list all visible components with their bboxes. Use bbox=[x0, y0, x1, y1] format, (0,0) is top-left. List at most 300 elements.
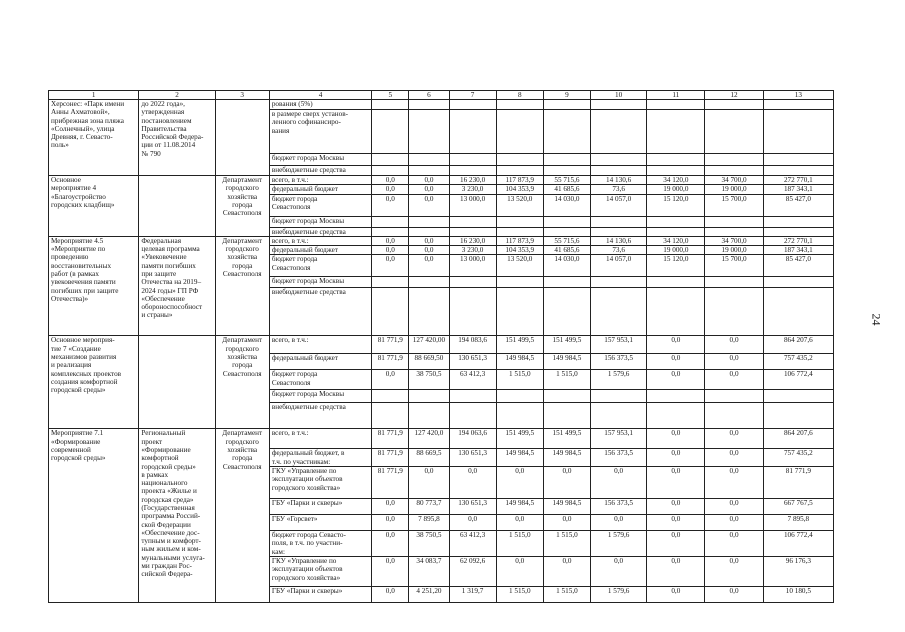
value-cell: 156 373,5 bbox=[591, 354, 647, 370]
funding-source: внебюджетные средства bbox=[269, 403, 371, 429]
value-cell: 34 700,0 bbox=[705, 236, 763, 245]
value-cell bbox=[705, 390, 763, 403]
value-cell: 0,0 bbox=[647, 498, 705, 514]
value-cell: 0,0 bbox=[647, 530, 705, 556]
funding-source: ГБУ «Горсвет» bbox=[269, 514, 371, 530]
funding-source: федеральный бюджет bbox=[269, 246, 371, 255]
value-cell: 0,0 bbox=[372, 236, 409, 245]
program-name: Региональный проект «Формирование комфортной городской среды» в рамках национального проекта «Жилье и городская среда» (Государственная программа Россий- ской Федерации «Обеспечение дос- тупным и комфорт- ным жильем и ком- мунальными услуга- ми граждан Рос- сийской Федера- bbox=[139, 429, 215, 603]
value-cell bbox=[496, 100, 543, 110]
value-cell: 151 499,5 bbox=[543, 429, 590, 449]
value-cell: 0,0 bbox=[647, 336, 705, 354]
program-name bbox=[139, 176, 215, 237]
funding-source: федеральный бюджет, в т.ч. по участникам: bbox=[269, 449, 371, 467]
value-cell bbox=[449, 216, 496, 227]
column-number-row bbox=[49, 91, 834, 100]
value-cell: 16 230,0 bbox=[449, 176, 496, 185]
value-cell bbox=[449, 227, 496, 236]
column-number: 4 bbox=[269, 91, 371, 100]
measure-name: Мероприятие 7.1 «Формирование современной городской среды» bbox=[49, 429, 139, 603]
value-cell bbox=[763, 154, 833, 166]
value-cell: 15 700,0 bbox=[705, 255, 763, 277]
value-cell: 13 000,0 bbox=[449, 255, 496, 277]
value-cell: 0,0 bbox=[543, 466, 590, 498]
value-cell: 106 772,4 bbox=[763, 370, 833, 390]
value-cell: 62 092,6 bbox=[449, 556, 496, 586]
funding-source: ГКУ «Управление по эксплуатации объектов городского хозяйства» bbox=[269, 556, 371, 586]
value-cell bbox=[647, 227, 705, 236]
value-cell: 187 343,1 bbox=[763, 246, 833, 255]
value-cell: 117 873,9 bbox=[496, 176, 543, 185]
value-cell: 0,0 bbox=[705, 498, 763, 514]
value-cell: 0,0 bbox=[409, 255, 449, 277]
table-row bbox=[49, 176, 834, 185]
value-cell: 117 873,9 bbox=[496, 236, 543, 245]
value-cell: 194 083,6 bbox=[449, 336, 496, 354]
value-cell bbox=[409, 100, 449, 110]
value-cell: 1 515,0 bbox=[543, 530, 590, 556]
value-cell: 85 427,0 bbox=[763, 194, 833, 216]
value-cell: 0,0 bbox=[372, 586, 409, 602]
value-cell bbox=[705, 227, 763, 236]
measure-name: Основное мероприя- тие 7 «Создание механизмов развития и реализация комплексных проектов создания комфортной городской среды» bbox=[49, 336, 139, 429]
value-cell bbox=[496, 227, 543, 236]
value-cell: 0,0 bbox=[372, 255, 409, 277]
value-cell: 106 772,4 bbox=[763, 530, 833, 556]
value-cell bbox=[647, 277, 705, 288]
value-cell: 34 120,0 bbox=[647, 176, 705, 185]
value-cell bbox=[449, 403, 496, 429]
value-cell: 0,0 bbox=[705, 354, 763, 370]
funding-source: бюджет города Москвы bbox=[269, 277, 371, 288]
funding-source: бюджет города Севастополя bbox=[269, 255, 371, 277]
value-cell: 0,0 bbox=[705, 370, 763, 390]
value-cell: 0,0 bbox=[372, 194, 409, 216]
value-cell: 41 685,6 bbox=[543, 246, 590, 255]
value-cell: 73,6 bbox=[591, 185, 647, 194]
value-cell bbox=[763, 227, 833, 236]
value-cell: 0,0 bbox=[647, 354, 705, 370]
executor: Департамент городского хозяйства города Севастополя bbox=[215, 236, 269, 336]
value-cell bbox=[496, 216, 543, 227]
value-cell bbox=[705, 100, 763, 110]
value-cell bbox=[449, 390, 496, 403]
table-row bbox=[49, 336, 834, 354]
value-cell: 0,0 bbox=[647, 514, 705, 530]
value-cell: 13 000,0 bbox=[449, 194, 496, 216]
value-cell bbox=[591, 216, 647, 227]
value-cell bbox=[591, 288, 647, 336]
value-cell: 0,0 bbox=[409, 246, 449, 255]
value-cell: 14 057,0 bbox=[591, 255, 647, 277]
value-cell: 0,0 bbox=[705, 556, 763, 586]
value-cell: 0,0 bbox=[496, 556, 543, 586]
value-cell: 0,0 bbox=[409, 185, 449, 194]
value-cell bbox=[647, 154, 705, 166]
value-cell bbox=[409, 216, 449, 227]
funding-source: ГБУ «Парки и скверы» bbox=[269, 498, 371, 514]
value-cell: 149 984,5 bbox=[543, 449, 590, 467]
value-cell: 0,0 bbox=[705, 336, 763, 354]
value-cell: 127 420,0 bbox=[409, 429, 449, 449]
value-cell: 4 251,20 bbox=[409, 586, 449, 602]
value-cell bbox=[763, 216, 833, 227]
value-cell: 81 771,9 bbox=[372, 429, 409, 449]
value-cell bbox=[409, 403, 449, 429]
value-cell bbox=[372, 288, 409, 336]
value-cell: 73,6 bbox=[591, 246, 647, 255]
value-cell: 156 373,5 bbox=[591, 498, 647, 514]
measure-name: Херсонес: «Парк имени Анны Ахматовой», прибрежная зона пляжа «Солнечный», улица Древняя, г. Севасто- поль» bbox=[49, 100, 139, 176]
value-cell: 0,0 bbox=[409, 176, 449, 185]
value-cell bbox=[763, 403, 833, 429]
column-number: 8 bbox=[496, 91, 543, 100]
value-cell: 130 651,3 bbox=[449, 449, 496, 467]
value-cell: 41 685,6 bbox=[543, 185, 590, 194]
value-cell: 0,0 bbox=[705, 429, 763, 449]
value-cell: 81 771,9 bbox=[372, 354, 409, 370]
value-cell bbox=[543, 166, 590, 176]
value-cell bbox=[496, 403, 543, 429]
value-cell bbox=[591, 166, 647, 176]
funding-source: ГКУ «Управление по эксплуатации объектов городского хозяйства» bbox=[269, 466, 371, 498]
value-cell bbox=[372, 154, 409, 166]
value-cell: 1 515,0 bbox=[496, 530, 543, 556]
funding-source: всего, в т.ч.: bbox=[269, 429, 371, 449]
value-cell bbox=[543, 100, 590, 110]
value-cell: 81 771,9 bbox=[763, 466, 833, 498]
funding-source: бюджет города Севастополя bbox=[269, 194, 371, 216]
value-cell: 1 515,0 bbox=[543, 586, 590, 602]
value-cell: 14 130,6 bbox=[591, 176, 647, 185]
value-cell: 0,0 bbox=[591, 466, 647, 498]
value-cell: 149 984,5 bbox=[496, 354, 543, 370]
value-cell: 0,0 bbox=[647, 449, 705, 467]
value-cell: 0,0 bbox=[647, 556, 705, 586]
value-cell: 0,0 bbox=[705, 449, 763, 467]
value-cell: 0,0 bbox=[409, 194, 449, 216]
executor: Департамент городского хозяйства города Севастополя bbox=[215, 176, 269, 237]
table-row bbox=[49, 236, 834, 245]
value-cell bbox=[449, 110, 496, 154]
value-cell bbox=[372, 403, 409, 429]
value-cell: 130 651,3 bbox=[449, 498, 496, 514]
value-cell bbox=[409, 227, 449, 236]
value-cell: 127 420,00 bbox=[409, 336, 449, 354]
value-cell: 0,0 bbox=[591, 556, 647, 586]
value-cell bbox=[763, 166, 833, 176]
funding-source: всего, в т.ч.: bbox=[269, 176, 371, 185]
value-cell bbox=[372, 100, 409, 110]
funding-source: федеральный бюджет bbox=[269, 354, 371, 370]
value-cell: 3 230,0 bbox=[449, 246, 496, 255]
value-cell bbox=[409, 390, 449, 403]
value-cell: 1 319,7 bbox=[449, 586, 496, 602]
value-cell: 0,0 bbox=[409, 236, 449, 245]
value-cell: 19 000,0 bbox=[705, 246, 763, 255]
executor: Департамент городского хозяйства города Севастополя bbox=[215, 336, 269, 429]
column-number: 3 bbox=[215, 91, 269, 100]
value-cell bbox=[543, 216, 590, 227]
value-cell: 3 230,0 bbox=[449, 185, 496, 194]
value-cell: 0,0 bbox=[496, 514, 543, 530]
value-cell bbox=[496, 390, 543, 403]
value-cell: 14 130,6 bbox=[591, 236, 647, 245]
value-cell: 151 499,5 bbox=[543, 336, 590, 354]
value-cell bbox=[705, 288, 763, 336]
value-cell bbox=[409, 154, 449, 166]
value-cell bbox=[647, 166, 705, 176]
value-cell bbox=[647, 216, 705, 227]
value-cell bbox=[496, 154, 543, 166]
value-cell bbox=[496, 288, 543, 336]
page-number: 24 bbox=[869, 313, 884, 326]
value-cell bbox=[647, 288, 705, 336]
value-cell: 0,0 bbox=[372, 556, 409, 586]
value-cell bbox=[543, 403, 590, 429]
table-row bbox=[49, 429, 834, 449]
value-cell bbox=[372, 216, 409, 227]
funding-source: ГБУ «Парки и скверы» bbox=[269, 586, 371, 602]
value-cell: 0,0 bbox=[372, 370, 409, 390]
column-number: 11 bbox=[647, 91, 705, 100]
value-cell: 1 579,6 bbox=[591, 370, 647, 390]
value-cell: 34 700,0 bbox=[705, 176, 763, 185]
funding-source: бюджет города Москвы bbox=[269, 216, 371, 227]
column-number: 7 bbox=[449, 91, 496, 100]
value-cell: 34 083,7 bbox=[409, 556, 449, 586]
funding-source: в размере сверх установ- ленного софинансиро- вания bbox=[269, 110, 371, 154]
value-cell: 0,0 bbox=[591, 514, 647, 530]
value-cell: 149 984,5 bbox=[543, 498, 590, 514]
measure-name: Мероприятие 4.5 «Мероприятие по проведению восстановительных работ (в рамках увековечения памяти погибших при защите Отечества)» bbox=[49, 236, 139, 336]
value-cell: 55 715,6 bbox=[543, 176, 590, 185]
value-cell bbox=[647, 100, 705, 110]
value-cell: 88 669,5 bbox=[409, 449, 449, 467]
value-cell bbox=[591, 403, 647, 429]
value-cell bbox=[449, 154, 496, 166]
value-cell: 14 057,0 bbox=[591, 194, 647, 216]
value-cell: 864 207,6 bbox=[763, 336, 833, 354]
value-cell: 149 984,5 bbox=[496, 449, 543, 467]
value-cell bbox=[496, 110, 543, 154]
value-cell: 0,0 bbox=[372, 185, 409, 194]
value-cell: 15 120,0 bbox=[647, 194, 705, 216]
program-name: до 2022 года», утвержденная постановлением Правительства Российской Федера- ции от 11.08.2014 № 790 bbox=[139, 100, 215, 176]
executor bbox=[215, 100, 269, 176]
value-cell bbox=[591, 100, 647, 110]
column-number: 9 bbox=[543, 91, 590, 100]
value-cell: 1 515,0 bbox=[496, 586, 543, 602]
value-cell: 1 579,6 bbox=[591, 530, 647, 556]
value-cell: 0,0 bbox=[372, 498, 409, 514]
value-cell: 130 651,3 bbox=[449, 354, 496, 370]
executor: Департамент городского хозяйства города Севастополя bbox=[215, 429, 269, 603]
value-cell: 63 412,3 bbox=[449, 530, 496, 556]
value-cell: 104 353,9 bbox=[496, 246, 543, 255]
value-cell: 81 771,9 bbox=[372, 449, 409, 467]
value-cell bbox=[543, 227, 590, 236]
value-cell bbox=[647, 110, 705, 154]
value-cell bbox=[591, 390, 647, 403]
value-cell bbox=[705, 216, 763, 227]
funding-source: бюджет города Москвы bbox=[269, 390, 371, 403]
value-cell: 104 353,9 bbox=[496, 185, 543, 194]
value-cell bbox=[763, 100, 833, 110]
value-cell: 187 343,1 bbox=[763, 185, 833, 194]
value-cell bbox=[763, 110, 833, 154]
value-cell: 157 953,1 bbox=[591, 429, 647, 449]
value-cell: 667 767,5 bbox=[763, 498, 833, 514]
funding-source: всего, в т.ч.: bbox=[269, 236, 371, 245]
value-cell: 88 669,50 bbox=[409, 354, 449, 370]
column-number: 1 bbox=[49, 91, 139, 100]
value-cell: 151 499,5 bbox=[496, 429, 543, 449]
value-cell: 1 579,6 bbox=[591, 586, 647, 602]
value-cell: 0,0 bbox=[647, 466, 705, 498]
column-number: 5 bbox=[372, 91, 409, 100]
funding-source: бюджет города Севастополя bbox=[269, 370, 371, 390]
funding-source: бюджет города Севасто- поля, в т.ч. по участни- кам: bbox=[269, 530, 371, 556]
value-cell bbox=[647, 403, 705, 429]
value-cell: 38 750,5 bbox=[409, 370, 449, 390]
value-cell bbox=[543, 390, 590, 403]
value-cell bbox=[543, 288, 590, 336]
funding-source: внебюджетные средства bbox=[269, 166, 371, 176]
value-cell: 0,0 bbox=[449, 514, 496, 530]
value-cell bbox=[763, 390, 833, 403]
value-cell bbox=[409, 277, 449, 288]
value-cell: 63 412,3 bbox=[449, 370, 496, 390]
value-cell: 0,0 bbox=[647, 429, 705, 449]
value-cell: 272 770,1 bbox=[763, 236, 833, 245]
value-cell bbox=[705, 154, 763, 166]
column-number: 6 bbox=[409, 91, 449, 100]
value-cell bbox=[543, 277, 590, 288]
value-cell: 38 750,5 bbox=[409, 530, 449, 556]
value-cell bbox=[449, 277, 496, 288]
value-cell: 194 063,6 bbox=[449, 429, 496, 449]
value-cell: 149 984,5 bbox=[496, 498, 543, 514]
value-cell: 0,0 bbox=[543, 556, 590, 586]
value-cell: 0,0 bbox=[372, 530, 409, 556]
value-cell: 864 207,6 bbox=[763, 429, 833, 449]
value-cell bbox=[372, 110, 409, 154]
value-cell: 19 000,0 bbox=[705, 185, 763, 194]
value-cell bbox=[409, 110, 449, 154]
value-cell bbox=[372, 227, 409, 236]
value-cell: 0,0 bbox=[705, 586, 763, 602]
value-cell bbox=[372, 166, 409, 176]
funding-source: внебюджетные средства bbox=[269, 227, 371, 236]
value-cell: 55 715,6 bbox=[543, 236, 590, 245]
value-cell bbox=[647, 390, 705, 403]
value-cell bbox=[496, 277, 543, 288]
value-cell bbox=[449, 288, 496, 336]
value-cell bbox=[372, 390, 409, 403]
value-cell bbox=[409, 166, 449, 176]
value-cell: 80 773,7 bbox=[409, 498, 449, 514]
value-cell bbox=[591, 154, 647, 166]
value-cell: 15 700,0 bbox=[705, 194, 763, 216]
funding-source: бюджет города Москвы bbox=[269, 154, 371, 166]
value-cell: 0,0 bbox=[449, 466, 496, 498]
column-number: 12 bbox=[705, 91, 763, 100]
value-cell bbox=[449, 166, 496, 176]
column-number: 13 bbox=[763, 91, 833, 100]
value-cell: 0,0 bbox=[705, 466, 763, 498]
value-cell: 34 120,0 bbox=[647, 236, 705, 245]
value-cell bbox=[705, 110, 763, 154]
value-cell bbox=[591, 110, 647, 154]
value-cell: 0,0 bbox=[372, 246, 409, 255]
value-cell: 151 499,5 bbox=[496, 336, 543, 354]
value-cell bbox=[449, 100, 496, 110]
value-cell bbox=[705, 166, 763, 176]
value-cell: 156 373,5 bbox=[591, 449, 647, 467]
value-cell: 1 515,0 bbox=[496, 370, 543, 390]
value-cell: 96 176,3 bbox=[763, 556, 833, 586]
budget-table bbox=[48, 90, 834, 603]
value-cell: 272 770,1 bbox=[763, 176, 833, 185]
value-cell: 85 427,0 bbox=[763, 255, 833, 277]
value-cell: 0,0 bbox=[647, 586, 705, 602]
value-cell bbox=[705, 403, 763, 429]
funding-source: рования (5%) bbox=[269, 100, 371, 110]
value-cell: 0,0 bbox=[705, 530, 763, 556]
value-cell: 0,0 bbox=[543, 514, 590, 530]
value-cell: 0,0 bbox=[372, 514, 409, 530]
value-cell: 19 000,0 bbox=[647, 246, 705, 255]
value-cell: 0,0 bbox=[705, 514, 763, 530]
funding-source: внебюджетные средства bbox=[269, 288, 371, 336]
value-cell bbox=[591, 277, 647, 288]
value-cell bbox=[372, 277, 409, 288]
value-cell: 1 515,0 bbox=[543, 370, 590, 390]
value-cell: 13 520,0 bbox=[496, 194, 543, 216]
value-cell: 81 771,9 bbox=[372, 466, 409, 498]
value-cell: 7 895,8 bbox=[409, 514, 449, 530]
table-row bbox=[49, 100, 834, 110]
value-cell bbox=[763, 277, 833, 288]
value-cell bbox=[591, 227, 647, 236]
value-cell: 7 895,8 bbox=[763, 514, 833, 530]
funding-source: федеральный бюджет bbox=[269, 185, 371, 194]
value-cell bbox=[496, 166, 543, 176]
funding-source: всего, в т.ч.: bbox=[269, 336, 371, 354]
value-cell: 757 435,2 bbox=[763, 354, 833, 370]
value-cell: 19 000,0 bbox=[647, 185, 705, 194]
value-cell bbox=[705, 277, 763, 288]
value-cell: 0,0 bbox=[372, 176, 409, 185]
program-name: Федеральная целевая программа «Увековечение памяти погибших при защите Отечества на 2019– 2024 годы» ГП РФ «Обеспечение обороноспособност и страны» bbox=[139, 236, 215, 336]
program-name bbox=[139, 336, 215, 429]
value-cell: 14 030,0 bbox=[543, 194, 590, 216]
column-number: 10 bbox=[591, 91, 647, 100]
value-cell bbox=[409, 288, 449, 336]
value-cell: 0,0 bbox=[647, 370, 705, 390]
value-cell: 0,0 bbox=[496, 466, 543, 498]
value-cell: 14 030,0 bbox=[543, 255, 590, 277]
value-cell bbox=[543, 154, 590, 166]
value-cell bbox=[543, 110, 590, 154]
value-cell: 15 120,0 bbox=[647, 255, 705, 277]
value-cell: 16 230,0 bbox=[449, 236, 496, 245]
value-cell: 13 520,0 bbox=[496, 255, 543, 277]
value-cell bbox=[763, 288, 833, 336]
value-cell: 757 435,2 bbox=[763, 449, 833, 467]
value-cell: 0,0 bbox=[409, 466, 449, 498]
